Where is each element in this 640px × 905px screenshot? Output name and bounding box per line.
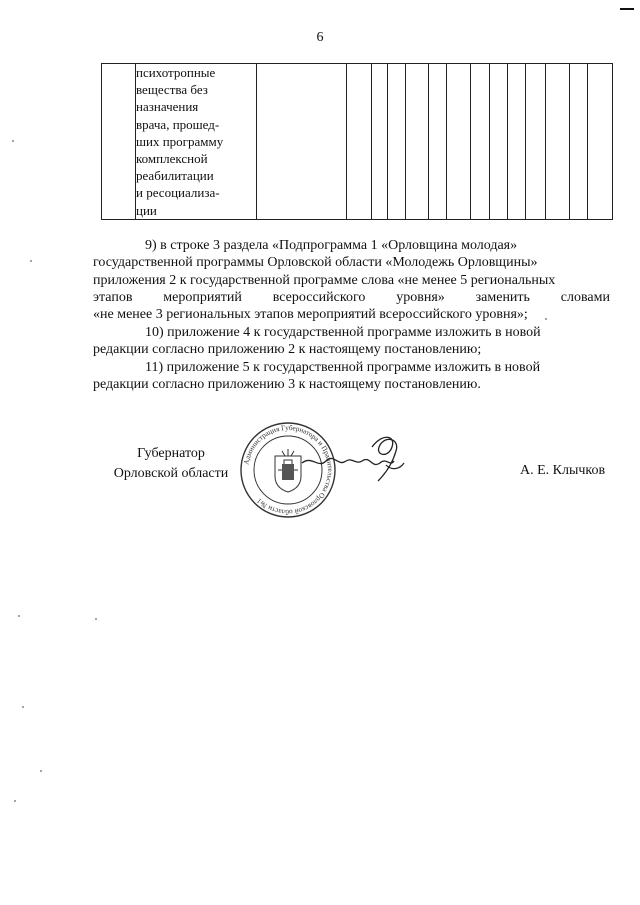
paragraph-item-9 [93,237,610,323]
cell-line: комплексной [136,151,208,167]
paragraph-line: 11) приложение 5 к государственной программе изложить в новой [145,360,541,375]
scan-speck [18,615,20,617]
cell-line: ции [136,202,157,218]
paragraph-item-10 [93,324,610,359]
scan-speck [12,140,14,142]
cell-line: вещества без [136,82,208,98]
signatory-name: А. Е. Клычков [520,463,606,478]
table-cell-empty [347,64,372,220]
scan-speck [30,260,32,262]
table-cell-empty [526,64,546,220]
cell-line: реабилитации [136,168,214,184]
paragraph-line: государственной программы Орловской области «Молодежь Орловщины» [93,255,538,271]
paragraph-line-justified [93,289,610,306]
cell-line: психотропные [136,65,216,80]
table-row [102,64,613,220]
table-cell-empty [588,64,613,220]
scan-speck [95,618,97,620]
paragraph-line: 9) в строке 3 раздела «Подпрограмма 1 «Орловщина молодая» [145,238,518,253]
table-cell-empty [546,64,570,220]
table-cell-description [136,64,257,220]
table-grid [101,63,613,220]
scan-speck [14,800,16,802]
seal-text: Администрация Губернатора и Правительства Орловской области №1 [242,423,335,517]
paragraph-line: 10) приложение 4 к государственной программе изложить в новой [145,325,541,340]
paragraph-line: редакции согласно приложению 2 к настоящему постановлению; [93,342,482,358]
page-number: 6 [316,30,324,45]
paragraph-word: всероссийского [272,289,366,305]
cell-line: и ресоциализа- [136,185,220,201]
cell-line: назначения [136,99,199,115]
paragraph-line: редакции согласно приложению 3 к настоящему постановлению. [93,377,481,393]
paragraph-word: мероприятий [163,289,242,305]
signatory-title-line: Губернатор [137,446,205,461]
table-cell-empty [388,64,406,220]
data-table [101,63,611,218]
table-cell-empty [570,64,588,220]
scan-speck [545,318,547,320]
paragraph-word: уровня» [396,289,445,305]
table-cell-empty [429,64,447,220]
scan-speck [22,706,24,708]
table-cell-empty [257,64,347,220]
paragraph-line: «не менее 3 региональных этапов мероприятий всероссийского уровня»; [93,307,528,323]
signatory-title-line: Орловской области [113,466,229,481]
coat-of-arms-icon [275,449,301,492]
table-cell-empty [471,64,490,220]
paragraph-item-11 [93,359,610,394]
paragraph-word: заменить [475,289,530,305]
paragraph-line: приложения 2 к государственной программе слова «не менее 5 региональных [93,272,556,288]
signatory-title [106,444,236,484]
table-cell-empty [447,64,471,220]
table-cell-empty [372,64,388,220]
cell-line: врача, прошед- [136,116,220,132]
cell-line: ших программу [136,133,224,149]
paragraph-word: словами [560,289,610,305]
handwritten-signature [300,425,410,485]
table-cell-empty [508,64,526,220]
scan-speck [40,770,42,772]
table-cell-empty [490,64,508,220]
table-cell-empty [406,64,429,220]
paragraph-word: этапов [93,289,133,305]
table-cell-empty [102,64,136,220]
edge-mark [620,8,634,10]
